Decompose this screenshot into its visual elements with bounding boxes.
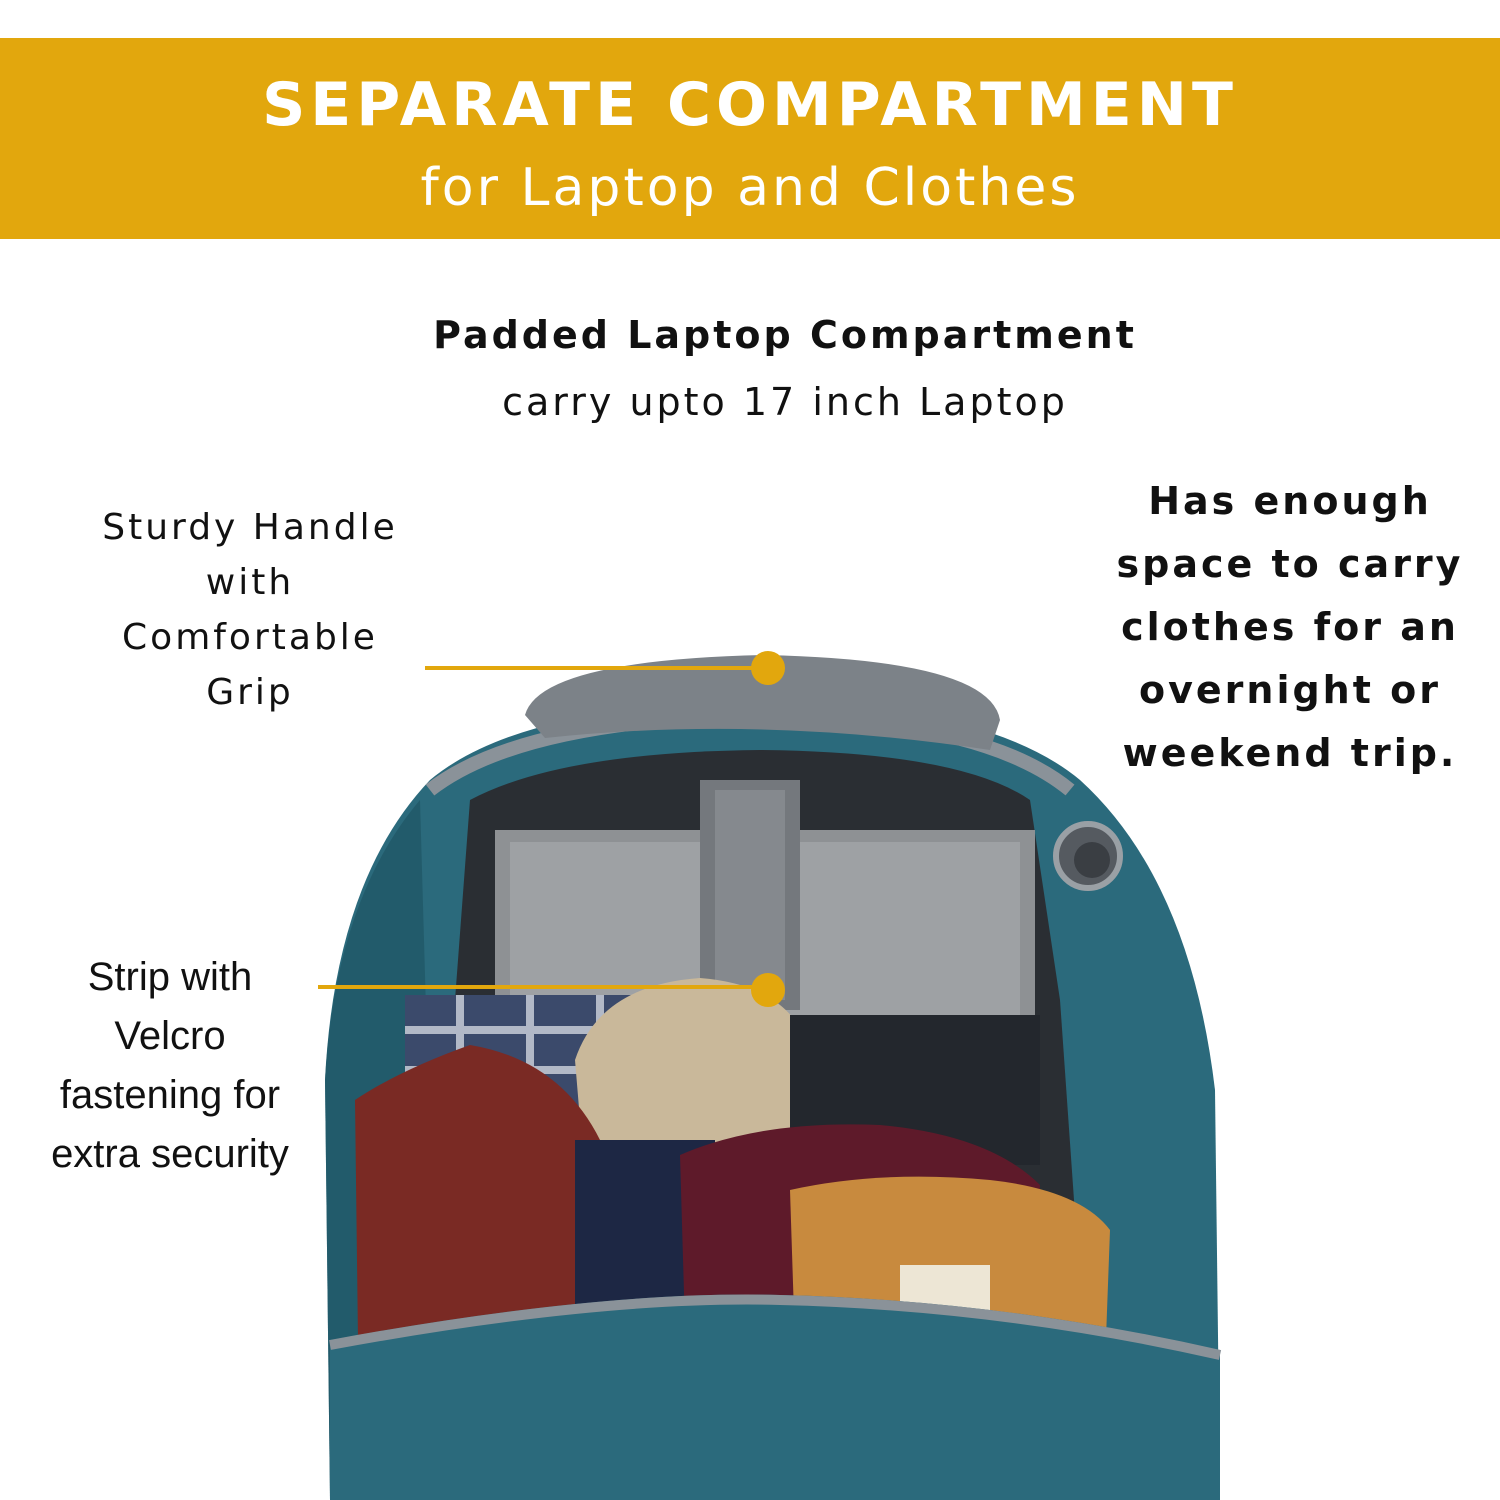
handle-callout-dot [751, 651, 785, 685]
strip-callout [20, 948, 320, 1184]
handle-callout-line-1: Sturdy Handle [102, 507, 398, 548]
space-callout-line-2: space to carry [1116, 542, 1464, 586]
laptop-callout-subtitle: carry upto 17 inch Laptop [502, 380, 1068, 424]
space-callout-line-1: Has enough [1148, 479, 1432, 523]
handle-callout-line-3: Comfortable [122, 617, 378, 658]
handle-callout-line-4: Grip [206, 672, 294, 713]
handle-callout-line-2: with [205, 562, 295, 603]
strip-callout-dot [751, 973, 785, 1007]
space-callout-line-5: weekend trip. [1122, 731, 1458, 775]
strip-callout-line-1: Strip with [87, 955, 253, 999]
space-callout [1110, 470, 1470, 785]
strip-callout-line-4: extra security [51, 1132, 289, 1176]
banner-title: SEPARATE COMPARTMENT [262, 70, 1238, 140]
banner-subtitle: for Laptop and Clothes [420, 158, 1080, 218]
space-callout-line-3: clothes for an [1121, 605, 1459, 649]
strip-callout-line-2: Velcro [114, 1014, 226, 1058]
handle-callout [80, 500, 420, 720]
laptop-callout-title: Padded Laptop Compartment [433, 313, 1137, 357]
space-callout-line-4: overnight or [1139, 668, 1441, 712]
strip-callout-line-3: fastening for [59, 1073, 281, 1117]
